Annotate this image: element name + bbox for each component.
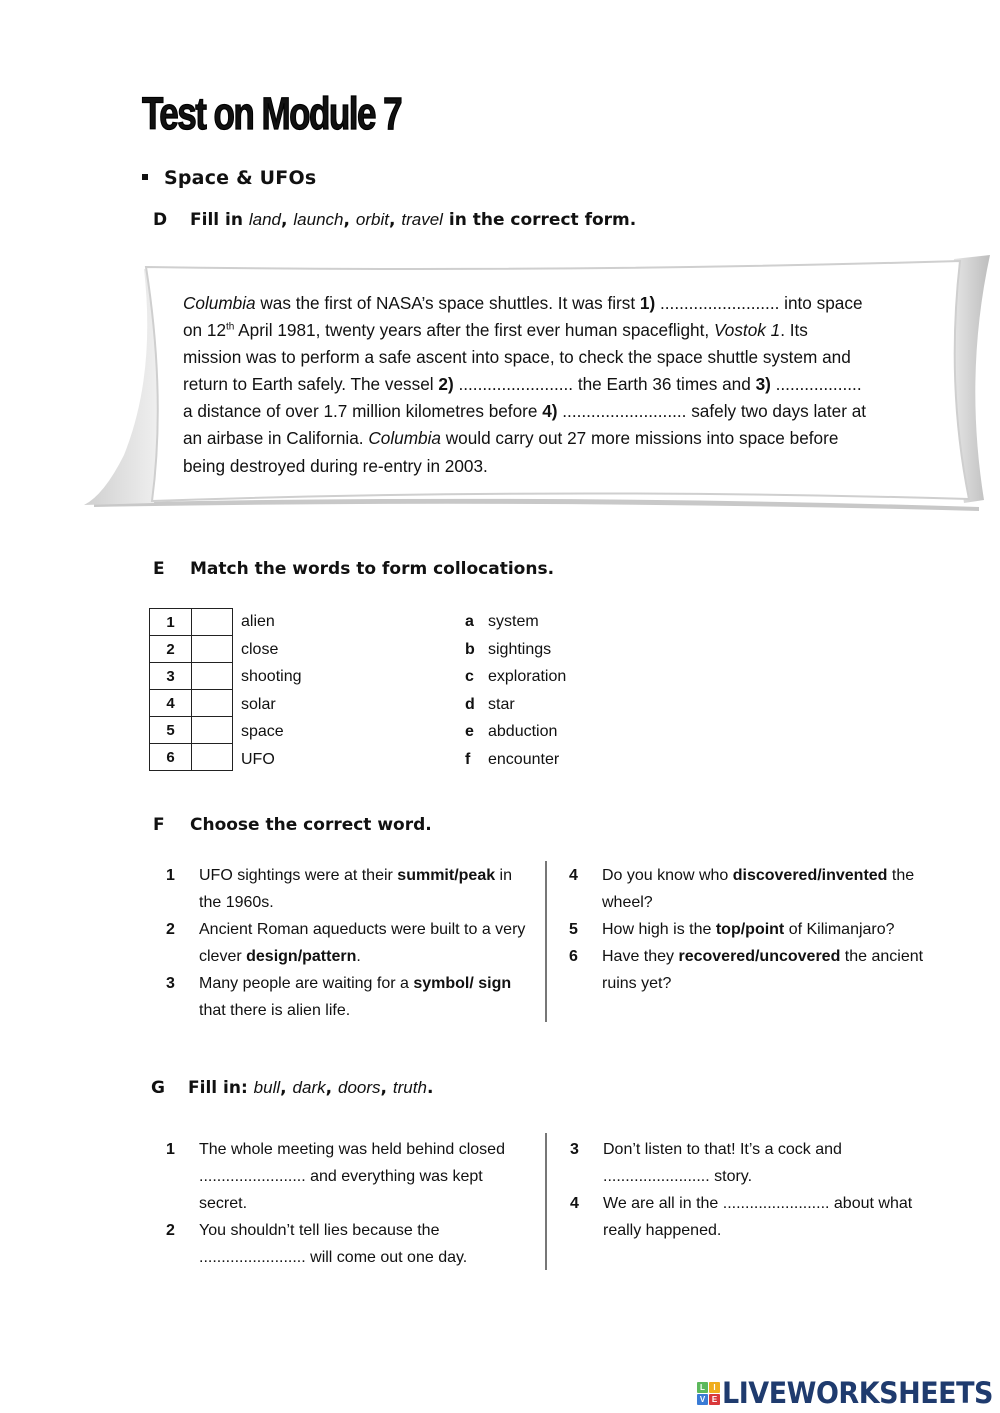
passage-line: [183, 453, 923, 480]
text-run: ..................: [770, 374, 862, 395]
logo-text: LIVEWORKSHEETS: [722, 1376, 994, 1410]
left-word-list: [241, 608, 302, 774]
text-run: We are all in the ........................ about what really happened.: [603, 1195, 913, 1239]
text-run: in the 1960s.: [199, 867, 513, 911]
text-run: return to Earth safely. The vessel: [183, 374, 439, 395]
text-run: a distance of over 1.7 million kilometres before: [183, 401, 543, 422]
question-list-left: [166, 862, 532, 1024]
emphasis-text: 1): [639, 293, 656, 313]
question-item: [166, 970, 532, 1024]
question-item: [570, 1136, 940, 1190]
section-g-heading: G Fill in: bull, dark, doors, truth.: [151, 1078, 434, 1098]
item-number: 1: [150, 609, 192, 636]
text-run: Vostok 1: [713, 320, 781, 341]
text-run: .......................... safely two days later at: [557, 401, 867, 422]
text-run: How high is the: [602, 921, 716, 938]
text-run: .: [356, 948, 361, 965]
answer-box[interactable]: [192, 744, 233, 771]
item-letter: e: [465, 723, 474, 741]
left-word: close: [241, 640, 279, 658]
table-row: [150, 609, 233, 636]
item-number: 2: [150, 636, 192, 663]
question-number: 4: [570, 1195, 579, 1212]
text-run: was the first of NASA’s space shuttles. It was first: [255, 293, 640, 313]
passage-text: [183, 290, 923, 480]
question-number: 2: [166, 921, 175, 938]
word-land: land: [248, 210, 282, 229]
instruction-prefix: Fill in:: [188, 1078, 254, 1098]
text-run: of Kilimanjaro?: [784, 921, 895, 938]
item-letter: a: [465, 613, 474, 630]
question-number: 6: [569, 948, 578, 965]
section-instruction: Match the words to form collocations.: [190, 559, 555, 579]
logo-tile: V: [697, 1394, 708, 1405]
list-item: [465, 636, 566, 664]
question-item: [166, 1136, 526, 1217]
passage-line: [183, 398, 923, 425]
list-item: [465, 663, 566, 691]
question-item: [569, 862, 949, 916]
word-doors: doors: [338, 1078, 381, 1097]
column-divider: [545, 861, 547, 1022]
question-item: [570, 1190, 940, 1244]
answer-box[interactable]: [192, 609, 233, 636]
emphasis-text: recovered/uncovered: [678, 948, 841, 965]
question-number: 2: [166, 1222, 175, 1239]
text-run: the wheel?: [602, 867, 915, 911]
right-word: star: [488, 695, 515, 713]
section-f-heading: [153, 815, 432, 835]
question-number: 3: [166, 975, 175, 992]
text-run: th: [226, 321, 235, 333]
topic-label: Space & UFOs: [164, 167, 317, 189]
item-number: 3: [150, 663, 192, 690]
emphasis-text: symbol/ sign: [413, 975, 512, 992]
text-run: on 12: [183, 320, 227, 341]
question-list-right: [569, 862, 949, 997]
passage-line: [183, 317, 923, 344]
right-word: encounter: [488, 750, 560, 768]
text-run: You shouldn’t tell lies because the ........................ will come out one day.: [199, 1222, 468, 1266]
page-title: Test on Module 7: [142, 88, 402, 139]
section-letter: E: [153, 559, 165, 579]
text-run: The whole meeting was held behind closed ........................ and everything was kept secret.: [199, 1141, 505, 1212]
instruction-prefix: Fill in: [190, 210, 249, 230]
question-number: 1: [166, 867, 175, 884]
list-item: [465, 718, 566, 746]
right-word: exploration: [488, 668, 567, 686]
item-number: 5: [150, 717, 192, 744]
text-run: would carry out 27 more missions into space before: [440, 428, 839, 449]
topic-heading: [142, 167, 316, 189]
question-list-left: [166, 1136, 526, 1271]
right-word-list: [465, 608, 566, 774]
text-run: that there is alien life.: [199, 1002, 351, 1019]
square-bullet-icon: [142, 174, 148, 180]
text-run: April 1981, twenty years after the first ever human spaceflight,: [234, 320, 714, 341]
question-number: 1: [166, 1141, 175, 1158]
text-run: Ancient Roman aqueducts were built to a very clever: [199, 921, 526, 965]
emphasis-text: design/pattern: [246, 948, 357, 965]
text-run: Columbia: [368, 428, 441, 449]
left-word: shooting: [241, 668, 302, 686]
instruction-suffix: in the correct form.: [442, 210, 637, 230]
section-e-heading: [153, 559, 554, 579]
answer-box[interactable]: [192, 717, 233, 744]
word-bull: bull: [253, 1078, 281, 1097]
text-run: UFO sightings were at their: [199, 867, 398, 884]
table-row: [150, 744, 233, 771]
item-letter: c: [465, 668, 474, 686]
word-truth: truth: [392, 1078, 427, 1097]
text-run: an airbase in California.: [183, 428, 369, 449]
text-run: Have they: [602, 948, 679, 965]
question-item: [166, 1217, 526, 1271]
passage-line: [183, 371, 923, 398]
question-number: 3: [570, 1141, 579, 1158]
passage-line: [183, 425, 923, 452]
table-row: [150, 717, 233, 744]
item-letter: b: [465, 640, 475, 658]
text-run: Don’t listen to that! It’s a cock and ........................ story.: [603, 1141, 842, 1185]
section-letter: F: [153, 815, 165, 835]
text-run: ......................... into space: [655, 293, 863, 313]
word-travel: travel: [401, 210, 443, 229]
emphasis-text: discovered/invented: [732, 867, 888, 884]
list-item: [465, 746, 566, 774]
section-letter: G: [151, 1078, 165, 1098]
section-d-heading: D Fill in land, launch, orbit, travel in the correct form.: [153, 210, 637, 230]
passage-line: [183, 344, 923, 371]
answer-box[interactable]: [192, 663, 233, 690]
column-divider: [545, 1133, 547, 1270]
emphasis-text: 3): [755, 374, 771, 395]
question-item: [569, 916, 949, 943]
emphasis-text: 2): [438, 374, 454, 395]
emphasis-text: 4): [542, 401, 558, 422]
list-item: [465, 608, 566, 636]
text-run: Do you know who: [602, 867, 733, 884]
question-item: [166, 916, 532, 970]
text-run: . Its: [780, 320, 808, 341]
section-letter: D: [153, 210, 168, 230]
item-letter: d: [465, 695, 475, 713]
emphasis-text: summit/peak: [397, 867, 496, 884]
question-list-right: [570, 1136, 940, 1244]
word-orbit: orbit: [355, 210, 389, 229]
live-tiles-icon: [697, 1382, 720, 1405]
question-item: [166, 862, 532, 916]
right-word: system: [488, 613, 539, 630]
item-letter: f: [465, 750, 471, 768]
text-run: the ancient ruins yet?: [602, 948, 924, 992]
answer-box[interactable]: [192, 636, 233, 663]
word-launch: launch: [293, 210, 344, 229]
right-word: abduction: [488, 723, 558, 741]
matching-answer-table: [149, 608, 233, 771]
text-run: ........................ the Earth 36 times and: [453, 374, 756, 395]
logo-tile: E: [709, 1394, 720, 1405]
list-item: [465, 691, 566, 719]
item-number: 6: [150, 744, 192, 771]
logo-tile: I: [709, 1382, 720, 1393]
left-word: alien: [241, 613, 275, 630]
text-run: being destroyed during re-entry in 2003.: [183, 455, 488, 476]
text-run: Columbia: [183, 293, 256, 313]
word-dark: dark: [292, 1078, 326, 1097]
left-word: solar: [241, 695, 276, 713]
text-run: Many people are waiting for a: [199, 975, 414, 992]
left-word: space: [241, 723, 284, 741]
text-run: mission was to perform a safe ascent into space, to check the space shuttle system and: [183, 347, 851, 368]
question-number: 4: [569, 867, 578, 884]
question-number: 5: [569, 921, 578, 938]
right-word: sightings: [488, 640, 552, 658]
logo-tile: L: [697, 1382, 708, 1393]
passage-line: [183, 290, 923, 317]
answer-box[interactable]: [192, 690, 233, 717]
left-word: UFO: [241, 750, 275, 768]
emphasis-text: top/point: [715, 921, 785, 938]
table-row: [150, 690, 233, 717]
section-instruction: Choose the correct word.: [190, 815, 432, 835]
item-number: 4: [150, 690, 192, 717]
question-item: [569, 943, 949, 997]
liveworksheets-logo[interactable]: [697, 1378, 1000, 1408]
table-row: [150, 636, 233, 663]
table-row: [150, 663, 233, 690]
